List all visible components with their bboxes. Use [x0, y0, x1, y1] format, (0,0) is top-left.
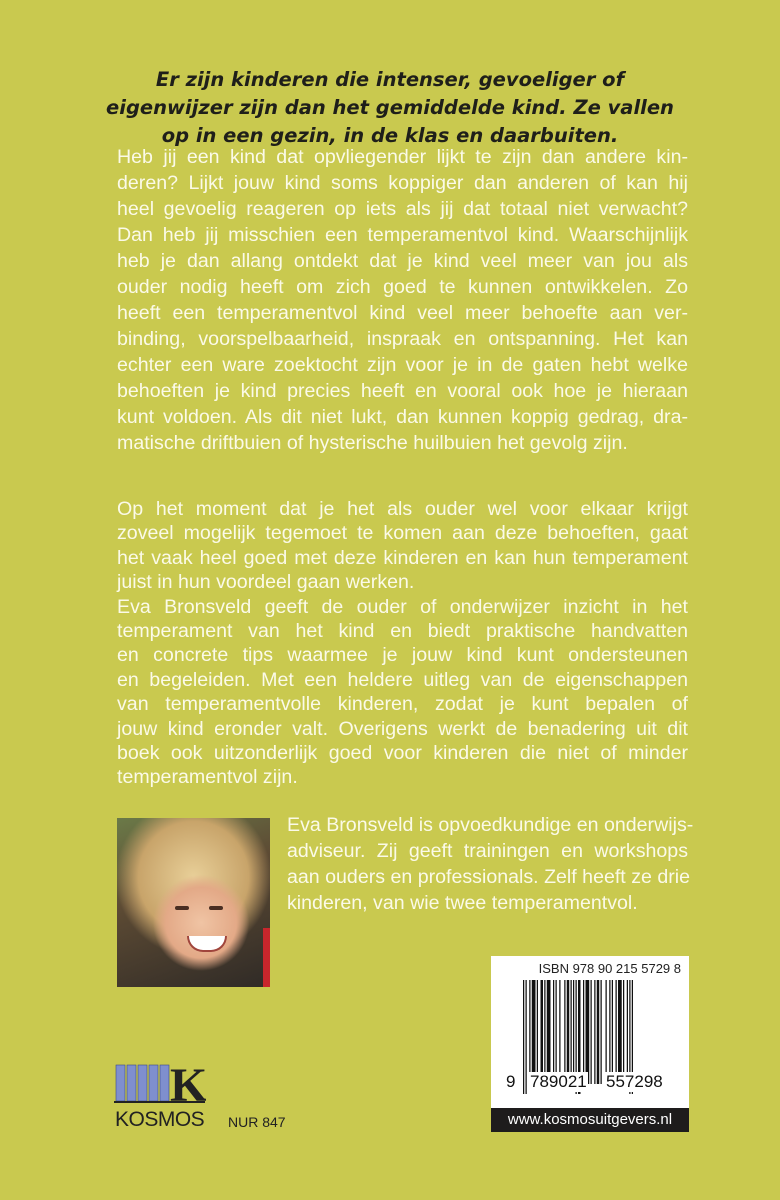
text-line: behoeften je kind precies heeft en vooral ook hoe je hieraan	[117, 380, 688, 402]
barcode-bar	[616, 980, 617, 1084]
text-line: Eva Bronsveld geeft de ouder of onderwijzer inzicht in het	[117, 595, 688, 618]
text-line: van temperamentvolle kinderen, zodat je kunt bepalen of	[117, 693, 688, 716]
barcode-digit-group: 557298	[606, 1072, 663, 1091]
text-line: aan ouders en professionals. Zelf heeft ze drie	[287, 866, 691, 888]
text-line: deren? Lijkt jouw kind soms koppiger dan anderen of kan hij	[117, 172, 688, 194]
barcode-bar	[547, 980, 551, 1084]
barcode-bar	[627, 980, 628, 1084]
text-line: en concrete tips waarmee je jouw kind kunt ondersteunen	[117, 644, 688, 667]
svg-text:K: K	[170, 1063, 206, 1105]
barcode-bar	[601, 980, 602, 1084]
intro-blurb	[100, 66, 680, 150]
text-line: Dan heb jij misschien een temperamentvol kind. Waarschijnlijk	[117, 224, 688, 246]
text-line: adviseur. Zij geeft trainingen en workshops	[287, 840, 688, 862]
barcode-bar	[571, 980, 572, 1084]
text-line: Eva Bronsveld is opvoedkundige en onderwijs-	[287, 814, 694, 836]
barcode-bar	[541, 980, 544, 1084]
text-line: Heb jij een kind dat opvliegender lijkt te zijn dan andere kin-	[117, 146, 688, 168]
barcode-bar	[564, 980, 565, 1084]
barcode-digit-group: 789021	[530, 1072, 587, 1091]
description-paragraph-1	[117, 144, 688, 456]
intro-line: Er zijn kinderen die intenser, gevoeliger of	[155, 68, 625, 91]
publisher-name: KOSMOS	[115, 1108, 205, 1131]
photo-detail	[175, 906, 189, 910]
photo-detail	[263, 928, 270, 987]
text-line: ouder nodig heeft om zich goed te kunnen ontwikkelen. Zo	[117, 276, 688, 298]
text-line: matische driftbuien of hysterische huilbuien het gevolg zijn.	[117, 432, 628, 454]
text-line: echter een ware zoektocht zijn voor je in de gaten hebt welke	[117, 354, 688, 376]
author-photo	[117, 818, 270, 987]
text-line: het vaak heel goed met deze kinderen en kan hun temperament	[117, 546, 688, 569]
barcode-bar	[606, 980, 607, 1084]
barcode-bar	[567, 980, 570, 1084]
barcode-bar	[612, 980, 613, 1084]
description-paragraph-2	[117, 497, 688, 790]
barcode-bar	[559, 980, 560, 1084]
barcode-bar	[597, 980, 600, 1084]
intro-line: eigenwijzer zijn dan het gemiddelde kind. Ze vallen	[106, 96, 674, 119]
barcode-bar	[556, 980, 557, 1084]
photo-detail	[187, 936, 227, 952]
text-line: binding, voorspelbaarheid, inspraak en ontspanning. Het kan	[117, 328, 688, 350]
publisher-website: www.kosmosuitgevers.nl	[491, 1108, 689, 1132]
barcode-bar	[618, 980, 622, 1084]
barcode-bar	[532, 980, 536, 1084]
text-line: jouw kind eronder valt. Overigens werkt de benadering uit dit	[117, 717, 688, 740]
text-line: juist in hun voordeel gaan werken.	[117, 571, 415, 594]
text-line: temperamentvol zijn.	[117, 766, 298, 789]
barcode-bar	[591, 980, 592, 1084]
barcode-bar	[523, 980, 524, 1094]
text-line: kinderen, van wie twee temperamentvol.	[287, 892, 638, 914]
text-line: kunt voldoen. Als dit niet lukt, dan kunnen koppig gedrag, dra-	[117, 406, 688, 428]
barcode-bar	[529, 980, 530, 1084]
photo-detail	[209, 906, 223, 910]
isbn-label: ISBN 978 90 215 5729 8	[538, 961, 681, 976]
author-bio	[287, 812, 694, 916]
text-line: heel gevoelig reageren op iets als jij dat totaal niet verwacht?	[117, 198, 688, 220]
barcode-bar	[594, 980, 595, 1084]
nur-code: NUR 847	[228, 1114, 286, 1130]
barcode-bar	[583, 980, 584, 1084]
text-line: boek ook uitzonderlijk goed voor kinderen die niet of minder	[117, 742, 688, 765]
barcode-bar	[623, 980, 624, 1084]
barcode-bar	[544, 980, 545, 1084]
text-line: temperament van het kind en biedt praktische handvatten	[117, 620, 688, 643]
barcode-bar	[586, 980, 590, 1084]
intro-line: op in een gezin, in de klas en daarbuiten.	[161, 124, 619, 147]
text-line: heeft een temperamentvol kind veel meer behoefte aan ver-	[117, 302, 688, 324]
isbn-barcode	[491, 956, 689, 1108]
barcode-bar	[553, 980, 554, 1084]
text-line: en begeleiden. Met een heldere uitleg van de eigenschappen	[117, 668, 688, 691]
barcode-bar	[537, 980, 538, 1084]
text-line: heb je dan allang ontdekt dat je kind veel meer van jou als	[117, 250, 688, 272]
text-line: Op het moment dat je het als ouder wel voor elkaar krijgt	[117, 498, 688, 520]
text-line: zoveel mogelijk tegemoet te komen aan deze behoeften, gaat	[117, 522, 688, 545]
barcode-digit: 9	[506, 1072, 516, 1091]
barcode-bar	[609, 980, 610, 1084]
barcode-bar	[526, 980, 527, 1094]
barcode-bar	[573, 980, 574, 1084]
kosmos-logo	[114, 1063, 206, 1105]
